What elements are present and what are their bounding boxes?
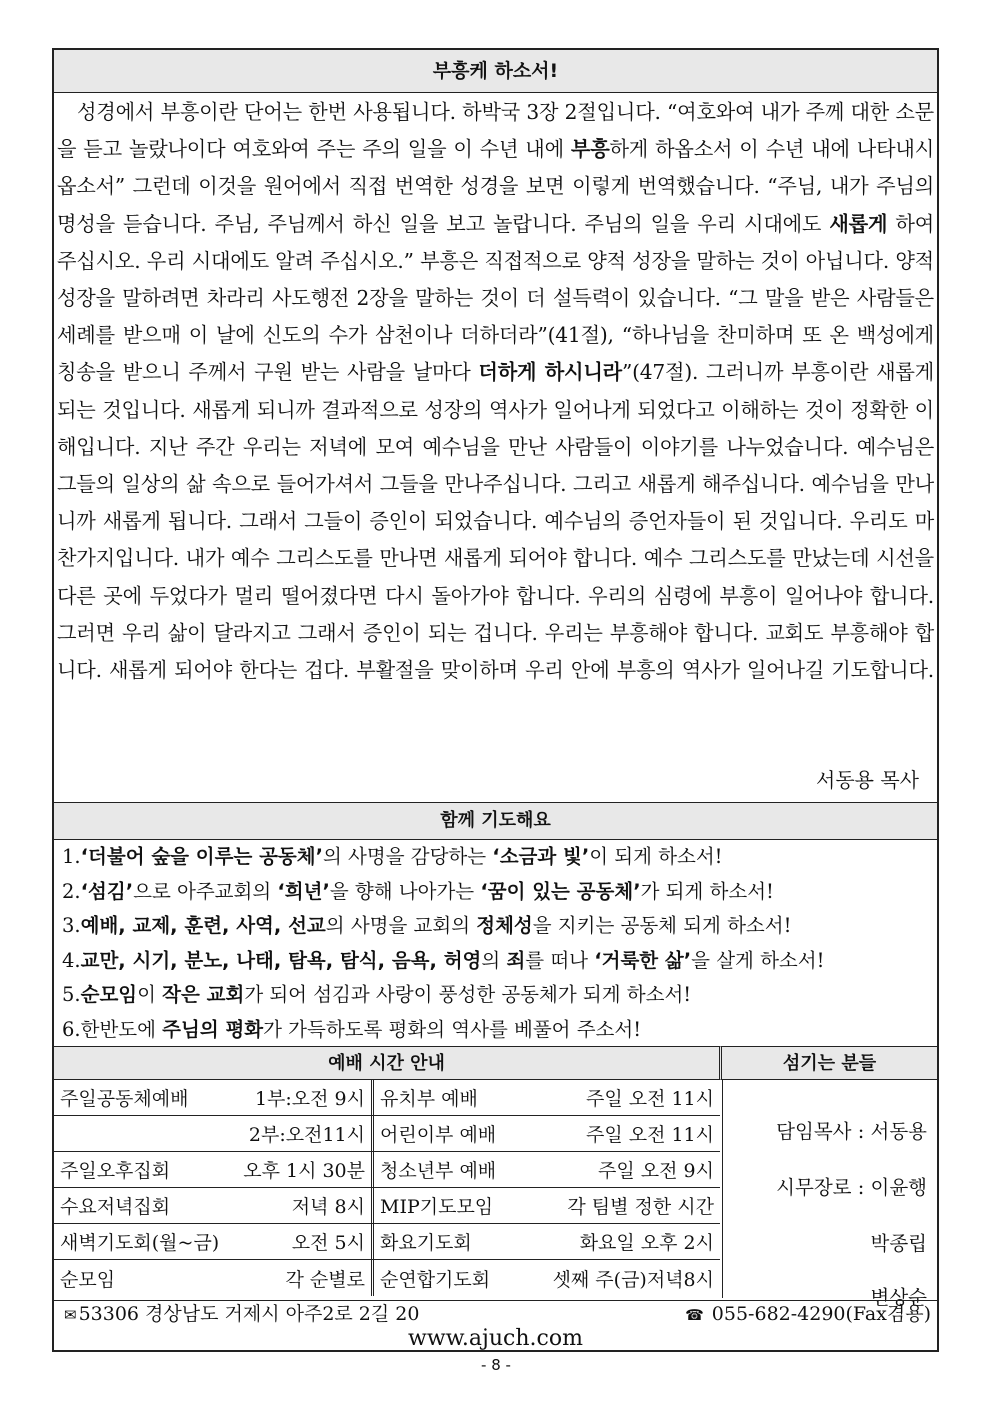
service-name: 유치부 예배: [380, 1088, 478, 1110]
page-number: - 8 -: [481, 1356, 511, 1374]
table-row: [54, 1260, 720, 1296]
service-name: 순모임: [60, 1268, 116, 1291]
prayer-item: 4.교만, 시기, 분노, 나태, 탐욕, 탐식, 음욕, 허영의 죄를 떠나 ‘거룩한 삶’을 살게 하소서!: [62, 948, 825, 972]
column-title: 부흥케 하소서!: [54, 50, 937, 93]
church-website[interactable]: www.ajuch.com: [408, 1326, 583, 1351]
phone-icon: ☎: [685, 1306, 704, 1324]
staff-line: 담임목사 : 서동용: [776, 1120, 927, 1143]
prayer-item: 5.순모임이 작은 교회가 되어 섬김과 사랑이 풍성한 공동체가 되게 하소서!: [62, 983, 692, 1007]
service-time: 저녁 8시: [291, 1196, 365, 1218]
service-name: MIP기도모임: [380, 1196, 494, 1218]
article-body: [57, 94, 934, 689]
table-row: [54, 1080, 720, 1116]
article-text-3: 하여 주십시오. 우리 시대에도 알려 주십시오.” 부흥은 직접적으로 양적 성장을 말하는 것이 아닙니다. 양적 성장을 말하려면 차라리 사도행전 2장을 말하는 것이 더 설득력이 있습니다. “그 말을 받은 사람들은 세례를 받으매 이 날에 신도의 수가 삼천이나 더하더라”(41절), “하나님을 찬미하며 또 온 백성에게 칭송을 받으니 주께서 구원 받는 사람을 날마다: [57, 211, 934, 385]
article-text-2: 하게 하옵소서 이 수년 내에 나타내시옵소서” 그런데 이것을 원어에서 직접 번역한 성경을 보면 이렇게 번역했습니다. “주님, 내가 주님의 명성을 듣습니다. 주님, 주님께서 하신 일을 보고 놀랍니다. 주님의 일을 우리 시대에도: [57, 137, 934, 236]
article-text-1: 성경에서 부흥이란 단어는 한번 사용됩니다. 하박국 3장 2절입니다. “여호와여 내가 주께 대한 소문을 듣고 놀랐나이다 여호와여 주는 주의 일을 이 수년 내에: [57, 100, 934, 162]
service-time: 주일 오전 9시: [598, 1160, 714, 1182]
schedule-heading: 예배 시간 안내: [54, 1046, 722, 1080]
table-row: [54, 1188, 720, 1224]
prayer-item: 2.‘섬김’으로 아주교회의 ‘희년’을 향해 나아가는 ‘꿈이 있는 공동체’가 되게 하소서!: [62, 879, 774, 903]
prayer-item: 1.‘더불어 숲을 이루는 공동체’의 사명을 감당하는 ‘소금과 빛’이 되게 하소서!: [62, 845, 723, 868]
prayer-item: 6.한반도에 주님의 평화가 가득하도록 평화의 역사를 베풀어 주소서!: [62, 1017, 642, 1041]
service-name: 수요저녁집회: [60, 1196, 171, 1218]
prayer-list: [62, 840, 931, 1048]
church-phone: ☎ 055-682-4290(Fax겸용): [685, 1301, 931, 1328]
service-name: 순연합기도회: [380, 1268, 491, 1291]
article-emphasis-1: 부흥: [570, 137, 610, 162]
service-name: 어린이부 예배: [380, 1124, 497, 1146]
table-row: [54, 1152, 720, 1188]
table-row: [54, 1116, 720, 1152]
staff-heading: 섬기는 분들: [722, 1046, 937, 1080]
service-name: 화요기도회: [380, 1232, 472, 1254]
service-time: 주일 오전 11시: [585, 1088, 714, 1110]
service-time: 각 팀별 정한 시간: [567, 1196, 714, 1218]
service-time: 오전 5시: [291, 1232, 365, 1254]
staff-line: 변상순: [870, 1286, 927, 1309]
staff-line: 박종립: [870, 1232, 927, 1255]
prayer-heading: 함께 기도해요: [54, 802, 937, 840]
column-article: [57, 94, 934, 802]
staff-line: 시무장로 : 이윤행: [776, 1176, 927, 1199]
article-emphasis-2: 새롭게: [829, 211, 888, 236]
church-address: ✉ 53306 경상남도 거제시 아주2로 2길 20: [64, 1301, 419, 1328]
service-time: 셋째 주(금)저녁8시: [552, 1268, 714, 1291]
service-time: 주일 오전 11시: [585, 1124, 714, 1146]
bulletin-frame: [52, 48, 939, 1352]
prayer-item: 3.예배, 교제, 훈련, 사역, 선교의 사명을 교회의 정체성을 지키는 공동체 되게 하소서!: [62, 914, 792, 938]
service-time: 오후 1시 30분: [243, 1160, 365, 1182]
church-footer: [54, 1300, 937, 1353]
service-name: 청소년부 예배: [380, 1160, 497, 1182]
mail-icon: ✉: [64, 1306, 77, 1324]
service-time: 2부:오전11시: [248, 1124, 365, 1146]
service-time: 각 순별로: [285, 1268, 365, 1291]
schedule-table: [54, 1080, 720, 1296]
service-name: 주일공동체예배: [60, 1088, 189, 1110]
table-row: [54, 1224, 720, 1260]
service-time: 1부:오전 9시: [254, 1088, 365, 1110]
staff-list: [722, 1080, 937, 1309]
article-text-4: ”(47절). 그러니까 부흥이란 새롭게 되는 것입니다. 새롭게 되니까 결과적으로 성장의 역사가 일어나게 되었다고 이해하는 것이 정확한 이해입니다. 지난 주간 우리는 저녁에 모여 예수님을 만난 사람들이 이야기를 나누었습니다. 예수님은 그들의 일상의 삶 속으로 들어가셔서 그들을 만나주십니다. 그리고 새롭게 해주십니다. 예수님을 만나니까 새롭게 됩니다. 그래서 그들이 증인이 되었습니다. 예수님의 증언자들이 된 것입니다. 우리도 마찬가지입니다. 내가 예수 그리스도를 만나면 새롭게 되어야 합니다. 예수 그리스도를 만났는데 시선을 다른 곳에 두었다가 멀리 떨어졌다면 다시 돌아가야 합니다. 우리의 심령에 부흥이 일어나야 합니다. 그러면 우리 삶이 달라지고 그래서 증인이 되는 겁니다. 우리는 부흥해야 합니다. 교회도 부흥해야 합니다. 새롭게 되어야 한다는 겁다. 부활절을 맞이하며 우리 안에 부흥의 역사가 일어나길 기도합니다.: [57, 360, 935, 683]
service-name: 주일오후집회: [60, 1160, 171, 1182]
service-time: 화요일 오후 2시: [579, 1232, 714, 1254]
article-signature: 서동용 목사: [816, 768, 919, 792]
service-name: 새벽기도회(월~금): [60, 1232, 220, 1254]
article-emphasis-3: 더하게 하시니라: [478, 360, 622, 385]
